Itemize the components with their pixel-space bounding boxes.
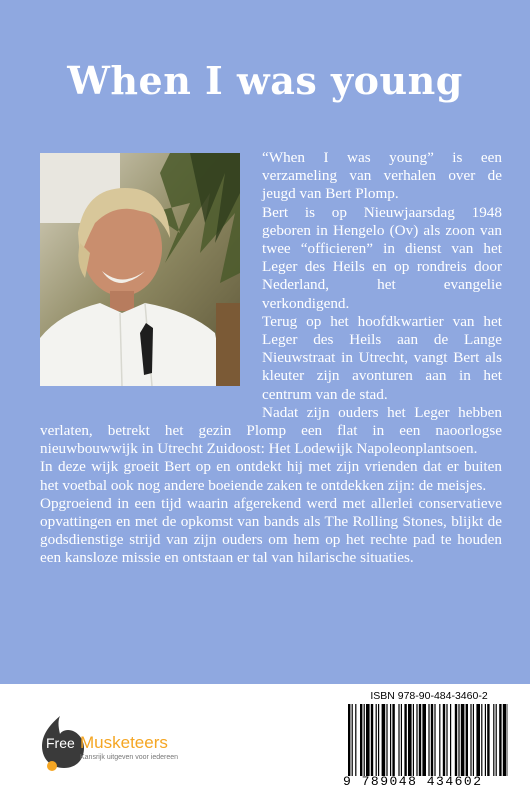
isbn-label: ISBN 978-90-484-3460-2 [370,690,488,702]
book-title: When I was young [67,58,463,103]
isbn-digits: 9 789048 434602 [343,774,483,789]
publisher-logo-free: Free [46,735,75,751]
blurb-paragraph-4: Nadat zijn ouders het Leger hebben verlaten, betrekt het gezin Plomp een flat in een naoorlogse nieuwbouwwijk in Utrecht Zuidoost: Het Lodewijk Napoleonplantsoen. [40,403,502,458]
blurb-paragraph-1: “When I was young” is een verzameling van verhalen over de jeugd van Bert Plomp. [262,149,502,203]
blurb-paragraph-3: Terug op het hoofdkwartier van het Leger des Heils aan de Lange Nieuwstraat in Utrecht, vangt Bert als kleuter zijn avonturen aan in het centrum van de stad. [262,312,502,403]
isbn-barcode [348,704,508,776]
blurb-paragraph-5: In deze wijk groeit Bert op en ontdekt hij met zijn vrienden dat er buiten het voetbal ook nog andere boeiende zaken te ontdekken zijn: de meisjes. [40,458,502,494]
publisher-logo-name: Musketeers [80,733,168,752]
blurb-paragraph-2: Bert is op Nieuwjaarsdag 1948 geboren in Hengelo (Ov) als zoon van twee “officieren” in dienst van het Leger des Heils en op rondreis door Nederland, het evangelie verkondigend. [262,203,502,312]
publisher-tagline: Kansrijk uitgeven voor iedereen [80,754,179,761]
blurb-paragraph-6: Opgroeiend in een tijd waarin afgerekend werd met allerlei conservatieve opvattingen en met de opkomst van bands als The Rolling Stones, blijkt de godsdienstige strijd van zijn ouders om hem op het rechte pad te houden een kansloze missie en ontstaan er tal van hilarische situaties. [40,494,502,567]
blurb-text [40,149,502,568]
